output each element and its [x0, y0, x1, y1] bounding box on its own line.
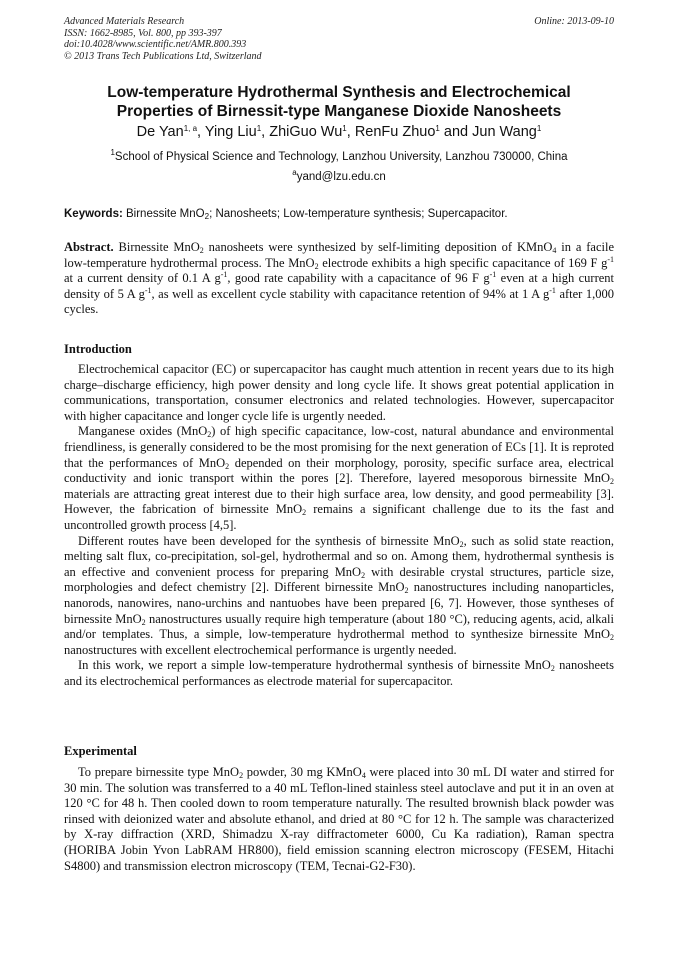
affiliation: $^1$School of Physical Science and Technology, Lanzhou University, Lanzhou 730000, China	[110, 148, 568, 163]
title-line-2: Properties of Birnessit-type Manganese Dioxide Nanosheets	[116, 103, 562, 120]
paragraph: Different routes have been developed for the synthesis of birnessite MnO$_2$, such as solid state reaction, melting salt flux, co-precipitation, sol-gel, hydrothermal and so on. Among them, hydrothermal synthesis is an effective and convenient process for preparing MnO$_2$ with desirable crystal structures, particle size, morphologies and defect chemistry [2]. Different birnessite MnO$_2$ nanostructures including nanoparticles, nanorods, nanowires, nano-urchins and nantuobes have been prepared [6, 7]. However, those syntheses of birnessite MnO$_2$ nanostructures usually require high temperature (about 180 °C), reducing agents, acid, alkali and/or templates. Thus, a simple, low-temperature hydrothermal method to synthesize birnessite MnO$_2$ nanostructures with excellent electrochemical performance is urgently needed.	[64, 533, 614, 657]
keywords	[64, 208, 624, 220]
author: De Yan$^{1, a}$	[136, 124, 198, 140]
paragraph: Electrochemical capacitor (EC) or supercapacitor has caught much attention in recent years due to its high charge–discharge efficiency, high power density and long cycle life. It shows great potential application in communications, transportation, consumer electronics and related technologies. However, supercapacitor with higher capacitance and longer cycle life is urgently needed.	[64, 362, 614, 423]
introduction-body	[64, 362, 614, 689]
introduction-heading: Introduction	[64, 342, 132, 356]
abstract	[64, 240, 614, 318]
online-date: Online: 2013-09-10	[534, 16, 614, 27]
author: Jun Wang$^1$	[472, 124, 542, 140]
paper-title	[40, 83, 638, 121]
paragraph: In this work, we report a simple low-temperature hydrothermal synthesis of birnessite MnO$_2$ nanosheets and its electrochemical performances as electrode material for supercapacitor.	[64, 658, 614, 688]
paragraph: Manganese oxides (MnO$_2$) of high specific capacitance, low-cost, natural abundance and environmental friendliness, is generally considered to be the most promising for the next generation of ECs [1]. It is reproted that the performances of MnO$_2$ depended on their morphology, porosity, specific surface area, electrical conductivity and ionic transport within the pores [2]. Therefore, layered mesoporous birnessite MnO$_2$ materials are attracting great interest due to their high surface area, low density, and good permeability [3]. However, the fabrication of birnessite MnO$_2$ remains a significant challenge due to its the fast and uncontrolled growth process [4,5].	[64, 424, 615, 532]
copyright: © 2013 Trans Tech Publications Ltd, Switzerland	[64, 50, 262, 62]
abstract-label: Abstract.	[64, 240, 114, 254]
author: Ying Liu$^1$	[204, 124, 262, 140]
experimental-body	[64, 765, 614, 874]
title-line-1: Low-temperature Hydrothermal Synthesis and Electrochemical	[107, 84, 571, 101]
author-list: De Yan$^{1, a}$, Ying Liu$^1$, ZhiGuo Wu$^1$, RenFu Zhuo$^1$ and Jun Wang$^1$	[136, 124, 542, 140]
author-email: $^a$yand@lzu.edu.cn	[292, 168, 386, 183]
author: ZhiGuo Wu$^1$	[269, 124, 347, 140]
experimental-heading: Experimental	[64, 744, 137, 758]
doi: doi:10.4028/www.scientific.net/AMR.800.393	[64, 39, 247, 50]
journal-header	[64, 16, 262, 62]
journal-name: Advanced Materials Research	[64, 16, 185, 27]
issn: ISSN: 1662-8985, Vol. 800, pp 393-397	[64, 27, 222, 39]
paragraph: To prepare birnessite type MnO$_2$ powder, 30 mg KMnO$_4$ were placed into 30 mL DI water and stirred for 30 min. The solution was transferred to a 40 mL Teflon-lined stainless steel autoclave and put it in an oven at 120 °C for 48 h. Then cooled down to room temperature naturally. The resulted brownish black powder was rinsed with deionized water and absolute ethanol, and dried at 80 °C for 12 h. The sample was characterized by X-ray diffraction (XRD, Shimadzu X-ray diffractometer 6000, Cu Ka radiation), Raman spectra (HORIBA Jobin Yvon LabRAM HR800), field emission scanning electron microscopy (FESEM, Hitachi S4800) and transmission electron microscopy (TEM, Tecnai-G2-F30).	[64, 765, 614, 873]
abstract-text: Birnessite MnO$_2$ nanosheets were synthesized by self-limiting deposition of KMnO$_4$ in a facile low-temperature hydrothermal process. The MnO$_2$ electrode exhibits a high specific capacitance of 169 F $g^{-1}$ at a current density of 0.1 A $g^{-1}$, good rate capability with a capacitance of 96 F $g^{-1}$ even at a high current density of 5 A $g^{-1}$, as well as excellent cycle stability with capacitance retention of 94% at 1 A $g^{-1}$ after 1,000 cycles.	[64, 240, 615, 317]
author: RenFu Zhuo$^1$	[354, 124, 440, 140]
keywords-label: Keywords:	[64, 208, 123, 220]
keywords-text: Birnessite MnO$_2$; Nanosheets; Low-temperature synthesis; Supercapacitor.	[126, 208, 508, 221]
